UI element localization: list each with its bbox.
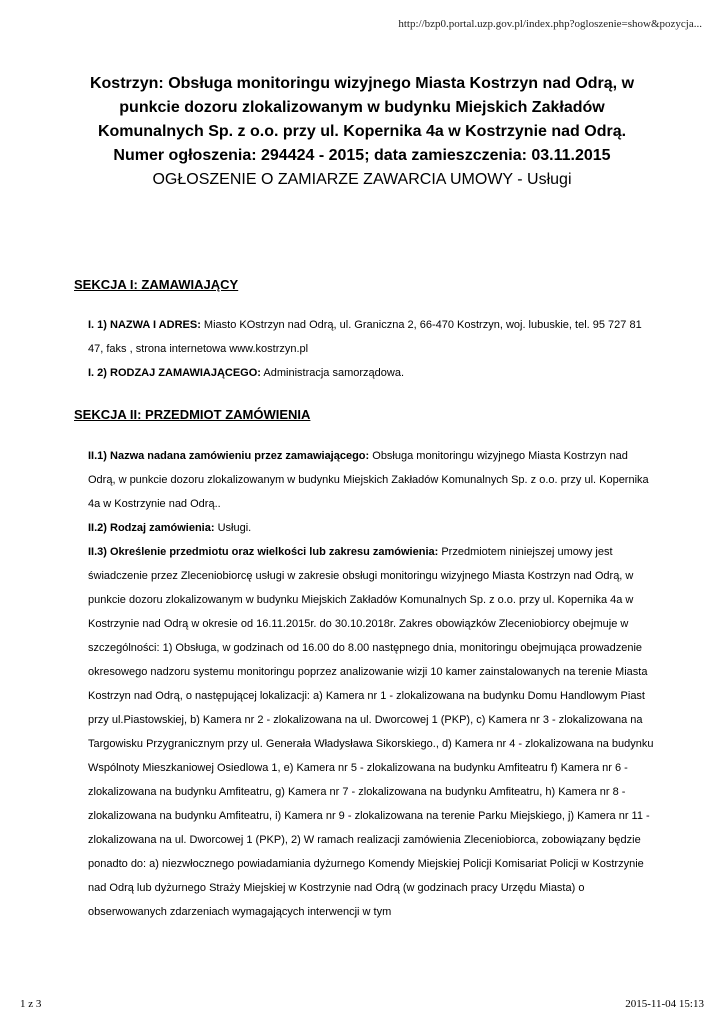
item-i1-label: I. 1) NAZWA I ADRES: <box>88 319 201 331</box>
page-url: http://bzp0.portal.uzp.gov.pl/index.php?ogloszenie=show&pozycja... <box>398 18 702 30</box>
item-i2-label: I. 2) RODZAJ ZAMAWIAJĄCEGO: <box>88 367 261 379</box>
item-ii2-text: Usługi. <box>214 522 252 534</box>
announcement-number: Numer ogłoszenia: 294424 - 2015; data zamieszczenia: 03.11.2015 <box>113 147 611 164</box>
section-1-heading-wrap <box>74 276 654 294</box>
item-ii1 <box>88 444 658 516</box>
section-2-heading: SEKCJA II: PRZEDMIOT ZAMÓWIENIA <box>74 407 311 422</box>
item-ii1-label: II.1) Nazwa nadana zamówieniu przez zamawiającego: <box>88 450 370 462</box>
item-ii1-text: Obsługa monitoringu wizyjnego Miasta Kostrzyn nad Odrą, w punkcie dozoru zlokalizowanym w budynku Miejskich Zakładów Komunalnych Sp. z o.o. przy ul. Kopernika 4a w Kostrzynie nad Odrą.. <box>88 450 649 510</box>
item-ii2-label: II.2) Rodzaj zamówienia: <box>88 522 215 534</box>
section-1-body <box>88 313 658 385</box>
section-1-heading: SEKCJA I: ZAMAWIAJĄCY <box>74 277 239 292</box>
announcement-header <box>70 72 654 192</box>
section-2-heading-wrap <box>74 406 654 424</box>
item-ii2 <box>88 516 658 540</box>
item-i1-text: Miasto KOstrzyn nad Odrą, ul. Graniczna 2, 66-470 Kostrzyn, woj. lubuskie, tel. 95 727 81 47, faks , strona internetowa www.kostrzyn.pl <box>88 319 642 355</box>
announcement-subtitle: OGŁOSZENIE O ZAMIARZE ZAWARCIA UMOWY - Usługi <box>152 171 572 188</box>
section-2-body <box>88 444 658 924</box>
page-number: 1 z 3 <box>20 998 42 1010</box>
item-ii3 <box>88 540 658 924</box>
item-i2 <box>88 361 658 385</box>
announcement-title: Kostrzyn: Obsługa monitoringu wizyjnego Miasta Kostrzyn nad Odrą, w punkcie dozoru zlokalizowanym w budynku Miejskich Zakładów Komunalnych Sp. z o.o. przy ul. Kopernika 4a w Kostrzynie nad Odrą. <box>89 75 635 140</box>
item-ii3-text: Przedmiotem niniejszej umowy jest świadczenie przez Zleceniobiorcę usługi w zakresie obsługi monitoringu wizyjnego Miasta Kostrzyn nad Odrą, w punkcie dozoru zlokalizowanym w budynku Miejskich Zakładów Komunalnych Sp. z o.o. przy ul. Kopernika 4a w Kostrzynie nad Odrą w okresie od 16.11.2015r. do 30.10.2018r. Zakres obowiązków Zleceniobiorcy obejmuje w szczególności: 1) Obsługa, w godzinach od 16.00 do 8.00 następnego dnia, monitoringu obejmująca prowadzenie okresowego nadzoru systemu monitoringu poprzez analizowanie wizji 10 kamer zainstalowanych na terenie Miasta Kostrzyn nad Odrą, o następującej lokalizacji: a) Kamera nr 1 - zlokalizowana na budynku Domu Handlowym Piast przy ul.Piastowskiej, b) Kamera nr 2 - zlokalizowana na ul. Dworcowej 1 (PKP), c) Kamera nr 3 - zlokalizowana na Targowisku Przygranicznym przy ul. Generała Władysława Sikorskiego., d) Kamera nr 4 - zlokalizowana na budynku Wspólnoty Mieszkaniowej Osiedlowa 1, e) Kamera nr 5 - zlokalizowana na budynku Amfiteatru f) Kamera nr 6 - zlokalizowana na budynku Amfiteatru, g) Kamera nr 7 - zlokalizowana na budynku Amfiteatru, h) Kamera nr 8 - zlokalizowana na budynku Amfiteatru, i) Kamera nr 9 - zlokalizowana na terenie Parku Miejskiego, j) Kamera nr 11 - zlokalizowana na ul. Dworcowej 1 (PKP), 2) W ramach realizacji zamówienia Zleceniobiorca, zobowiązany będzie ponadto do: a) niezwłocznego powiadamiania dyżurnego Komendy Miejskiej Policji Komisariat Policji w Kostrzynie nad Odrą lub dyżurnego Straży Miejskiej w Kostrzynie nad Odrą (w godzinach pracy Urzędu Miasta) o obserwowanych zdarzeniach wymagających interwencji w tym <box>88 546 654 918</box>
item-ii3-label: II.3) Określenie przedmiotu oraz wielkości lub zakresu zamówienia: <box>88 546 439 558</box>
item-i2-text: Administracja samorządowa. <box>260 367 405 379</box>
item-i1 <box>88 313 658 361</box>
print-timestamp: 2015-11-04 15:13 <box>625 998 704 1010</box>
